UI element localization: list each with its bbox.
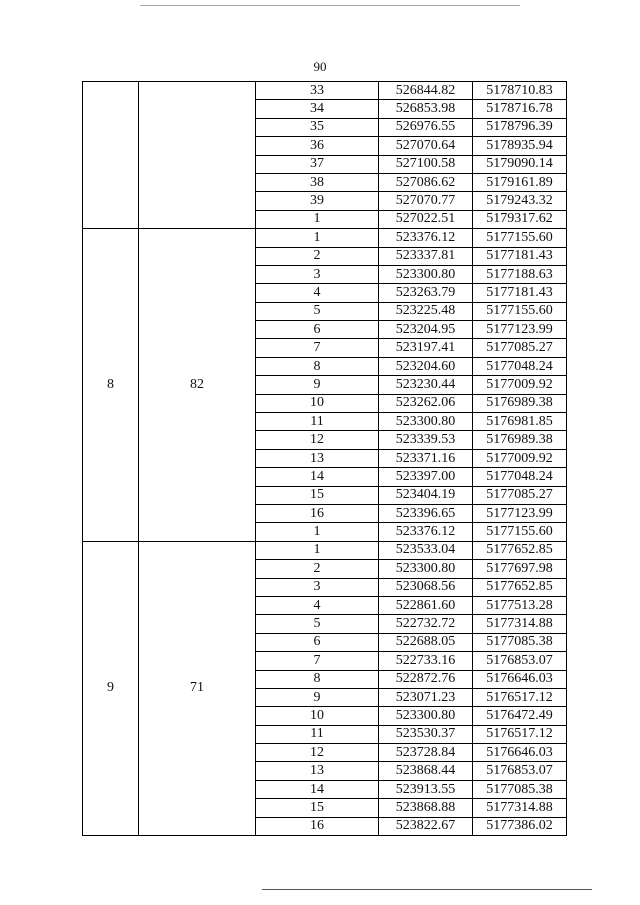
point-number-cell: 12: [256, 431, 379, 449]
point-number-cell: 7: [256, 339, 379, 357]
group-number-cell: 8: [83, 229, 139, 542]
point-number-cell: 36: [256, 137, 379, 155]
y-coordinate-cell: 5177085.38: [473, 780, 567, 798]
point-number-cell: 1: [256, 523, 379, 541]
x-coordinate-cell: 522872.76: [379, 670, 473, 688]
y-coordinate-cell: 5177697.98: [473, 560, 567, 578]
point-number-cell: 13: [256, 762, 379, 780]
table-row: [83, 229, 567, 247]
point-number-cell: 1: [256, 210, 379, 228]
x-coordinate-cell: 526853.98: [379, 100, 473, 118]
point-number-cell: 9: [256, 376, 379, 394]
x-coordinate-cell: 523197.41: [379, 339, 473, 357]
y-coordinate-cell: 5177314.88: [473, 799, 567, 817]
point-number-cell: 2: [256, 247, 379, 265]
x-coordinate-cell: 523300.80: [379, 560, 473, 578]
point-number-cell: 13: [256, 449, 379, 467]
y-coordinate-cell: 5178716.78: [473, 100, 567, 118]
x-coordinate-cell: 523530.37: [379, 725, 473, 743]
x-coordinate-cell: 523397.00: [379, 468, 473, 486]
x-coordinate-cell: 527086.62: [379, 173, 473, 191]
point-number-cell: 5: [256, 302, 379, 320]
x-coordinate-cell: 523204.60: [379, 357, 473, 375]
y-coordinate-cell: 5176989.38: [473, 431, 567, 449]
table-row: [83, 82, 567, 100]
y-coordinate-cell: 5178935.94: [473, 137, 567, 155]
coordinates-table: [82, 81, 567, 836]
point-number-cell: 12: [256, 744, 379, 762]
point-number-cell: 6: [256, 321, 379, 339]
y-coordinate-cell: 5177181.43: [473, 284, 567, 302]
x-coordinate-cell: 523068.56: [379, 578, 473, 596]
point-number-cell: 37: [256, 155, 379, 173]
point-number-cell: 15: [256, 486, 379, 504]
point-number-cell: 34: [256, 100, 379, 118]
y-coordinate-cell: 5179317.62: [473, 210, 567, 228]
x-coordinate-cell: 522732.72: [379, 615, 473, 633]
y-coordinate-cell: 5176989.38: [473, 394, 567, 412]
y-coordinate-cell: 5177155.60: [473, 229, 567, 247]
point-number-cell: 10: [256, 394, 379, 412]
point-number-cell: 10: [256, 707, 379, 725]
y-coordinate-cell: 5176981.85: [473, 413, 567, 431]
x-coordinate-cell: 523371.16: [379, 449, 473, 467]
x-coordinate-cell: 523071.23: [379, 688, 473, 706]
point-number-cell: 6: [256, 633, 379, 651]
x-coordinate-cell: 523230.44: [379, 376, 473, 394]
x-coordinate-cell: 523300.80: [379, 265, 473, 283]
point-number-cell: 16: [256, 817, 379, 835]
area-cell: 82: [139, 229, 256, 542]
scan-edge-line: [140, 5, 520, 6]
y-coordinate-cell: 5176646.03: [473, 744, 567, 762]
x-coordinate-cell: 523376.12: [379, 229, 473, 247]
x-coordinate-cell: 523913.55: [379, 780, 473, 798]
y-coordinate-cell: 5178796.39: [473, 118, 567, 136]
area-cell: 71: [139, 541, 256, 835]
x-coordinate-cell: 523225.48: [379, 302, 473, 320]
y-coordinate-cell: 5179243.32: [473, 192, 567, 210]
x-coordinate-cell: 523533.04: [379, 541, 473, 559]
y-coordinate-cell: 5177048.24: [473, 357, 567, 375]
y-coordinate-cell: 5177386.02: [473, 817, 567, 835]
point-number-cell: 3: [256, 578, 379, 596]
x-coordinate-cell: 523337.81: [379, 247, 473, 265]
x-coordinate-cell: 522861.60: [379, 596, 473, 614]
y-coordinate-cell: 5177048.24: [473, 468, 567, 486]
x-coordinate-cell: 523822.67: [379, 817, 473, 835]
y-coordinate-cell: 5177652.85: [473, 578, 567, 596]
y-coordinate-cell: 5179090.14: [473, 155, 567, 173]
y-coordinate-cell: 5179161.89: [473, 173, 567, 191]
y-coordinate-cell: 5177085.38: [473, 633, 567, 651]
table-row: [83, 541, 567, 559]
point-number-cell: 3: [256, 265, 379, 283]
point-number-cell: 16: [256, 504, 379, 522]
x-coordinate-cell: 527070.64: [379, 137, 473, 155]
y-coordinate-cell: 5176517.12: [473, 688, 567, 706]
x-coordinate-cell: 523263.79: [379, 284, 473, 302]
x-coordinate-cell: 523300.80: [379, 413, 473, 431]
point-number-cell: 35: [256, 118, 379, 136]
x-coordinate-cell: 523728.84: [379, 744, 473, 762]
y-coordinate-cell: 5177085.27: [473, 486, 567, 504]
point-number-cell: 2: [256, 560, 379, 578]
point-number-cell: 38: [256, 173, 379, 191]
y-coordinate-cell: 5177009.92: [473, 376, 567, 394]
x-coordinate-cell: 523339.53: [379, 431, 473, 449]
y-coordinate-cell: 5177123.99: [473, 321, 567, 339]
x-coordinate-cell: 526844.82: [379, 82, 473, 100]
point-number-cell: 14: [256, 780, 379, 798]
coordinates-table-body: [83, 82, 567, 836]
x-coordinate-cell: 523868.88: [379, 799, 473, 817]
x-coordinate-cell: 527022.51: [379, 210, 473, 228]
point-number-cell: 14: [256, 468, 379, 486]
y-coordinate-cell: 5177513.28: [473, 596, 567, 614]
x-coordinate-cell: 527100.58: [379, 155, 473, 173]
point-number-cell: 1: [256, 229, 379, 247]
x-coordinate-cell: 522688.05: [379, 633, 473, 651]
point-number-cell: 1: [256, 541, 379, 559]
point-number-cell: 33: [256, 82, 379, 100]
point-number-cell: 5: [256, 615, 379, 633]
page-number: 90: [313, 59, 327, 74]
group-number-cell: 9: [83, 541, 139, 835]
y-coordinate-cell: 5177009.92: [473, 449, 567, 467]
point-number-cell: 11: [256, 413, 379, 431]
x-coordinate-cell: 523376.12: [379, 523, 473, 541]
y-coordinate-cell: 5176517.12: [473, 725, 567, 743]
y-coordinate-cell: 5176853.07: [473, 762, 567, 780]
y-coordinate-cell: 5177123.99: [473, 504, 567, 522]
x-coordinate-cell: 523204.95: [379, 321, 473, 339]
y-coordinate-cell: 5177314.88: [473, 615, 567, 633]
y-coordinate-cell: 5177652.85: [473, 541, 567, 559]
group-number-cell: [83, 82, 139, 229]
point-number-cell: 39: [256, 192, 379, 210]
point-number-cell: 4: [256, 596, 379, 614]
x-coordinate-cell: 527070.77: [379, 192, 473, 210]
y-coordinate-cell: 5177155.60: [473, 523, 567, 541]
x-coordinate-cell: 523868.44: [379, 762, 473, 780]
y-coordinate-cell: 5176853.07: [473, 652, 567, 670]
point-number-cell: 7: [256, 652, 379, 670]
x-coordinate-cell: 523396.65: [379, 504, 473, 522]
y-coordinate-cell: 5177155.60: [473, 302, 567, 320]
x-coordinate-cell: 523300.80: [379, 707, 473, 725]
x-coordinate-cell: 526976.55: [379, 118, 473, 136]
y-coordinate-cell: 5177181.43: [473, 247, 567, 265]
area-cell: [139, 82, 256, 229]
point-number-cell: 8: [256, 357, 379, 375]
point-number-cell: 15: [256, 799, 379, 817]
y-coordinate-cell: 5176472.49: [473, 707, 567, 725]
point-number-cell: 11: [256, 725, 379, 743]
y-coordinate-cell: 5178710.83: [473, 82, 567, 100]
scan-edge-line: [262, 889, 592, 890]
y-coordinate-cell: 5177085.27: [473, 339, 567, 357]
x-coordinate-cell: 522733.16: [379, 652, 473, 670]
x-coordinate-cell: 523262.06: [379, 394, 473, 412]
y-coordinate-cell: 5177188.63: [473, 265, 567, 283]
point-number-cell: 8: [256, 670, 379, 688]
point-number-cell: 9: [256, 688, 379, 706]
y-coordinate-cell: 5176646.03: [473, 670, 567, 688]
point-number-cell: 4: [256, 284, 379, 302]
x-coordinate-cell: 523404.19: [379, 486, 473, 504]
